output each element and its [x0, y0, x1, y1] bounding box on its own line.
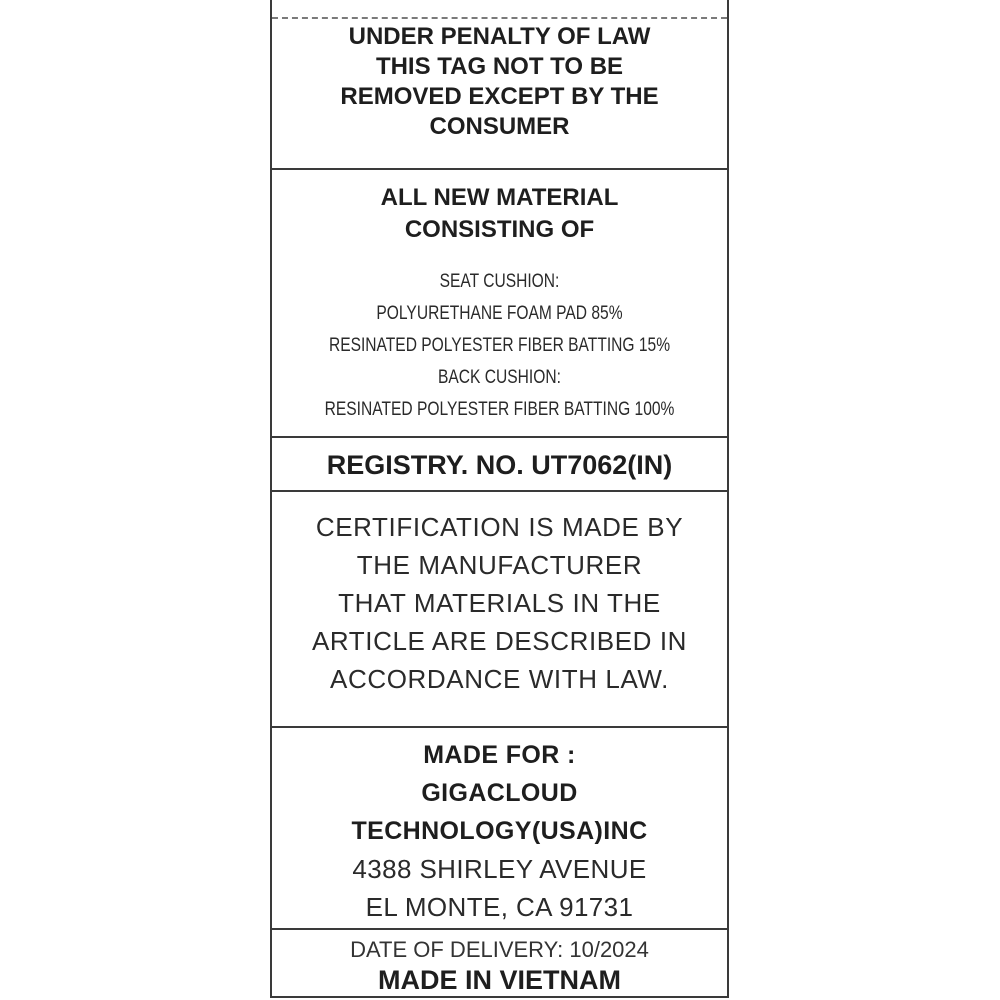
warning-line: CONSUMER [429, 113, 570, 140]
component-line: POLYURETHANE FOAM PAD 85% [376, 303, 623, 324]
made-for-label: MADE FOR : [423, 741, 576, 769]
certification-line: THAT MATERIALS IN THE [338, 588, 661, 618]
material-section [272, 170, 727, 438]
registry-section [272, 438, 727, 492]
company-name-line: TECHNOLOGY(USA)INC [351, 817, 648, 845]
footer-section [272, 930, 727, 996]
certification-line: THE MANUFACTURER [356, 550, 643, 580]
material-heading: ALL NEW MATERIAL [380, 184, 619, 211]
component-line: RESINATED POLYESTER FIBER BATTING 100% [324, 399, 675, 420]
law-tag [270, 0, 729, 998]
certification-line: ACCORDANCE WITH LAW. [330, 664, 669, 694]
date-of-delivery: DATE OF DELIVERY: 10/2024 [350, 937, 649, 962]
warning-line: UNDER PENALTY OF LAW [348, 23, 651, 50]
component-line: BACK CUSHION: [438, 367, 561, 388]
component-line: SEAT CUSHION: [439, 271, 560, 292]
country-of-origin: MADE IN VIETNAM [378, 965, 621, 995]
warning-section [272, 0, 727, 170]
material-heading: CONSISTING OF [404, 216, 595, 243]
company-name-line: GIGACLOUD [421, 779, 578, 807]
certification-line: CERTIFICATION IS MADE BY [315, 512, 684, 542]
warning-line: THIS TAG NOT TO BE [375, 53, 624, 80]
made-for-section [272, 728, 727, 930]
registry-number: REGISTRY. NO. UT7062(IN) [326, 450, 673, 480]
component-line: RESINATED POLYESTER FIBER BATTING 15% [328, 335, 671, 356]
certification-section [272, 492, 727, 728]
warning-line: REMOVED EXCEPT BY THE [340, 83, 659, 110]
address-line: EL MONTE, CA 91731 [365, 892, 634, 922]
certification-line: ARTICLE ARE DESCRIBED IN [311, 626, 688, 656]
address-line: 4388 SHIRLEY AVENUE [352, 854, 647, 884]
material-components [272, 266, 727, 426]
